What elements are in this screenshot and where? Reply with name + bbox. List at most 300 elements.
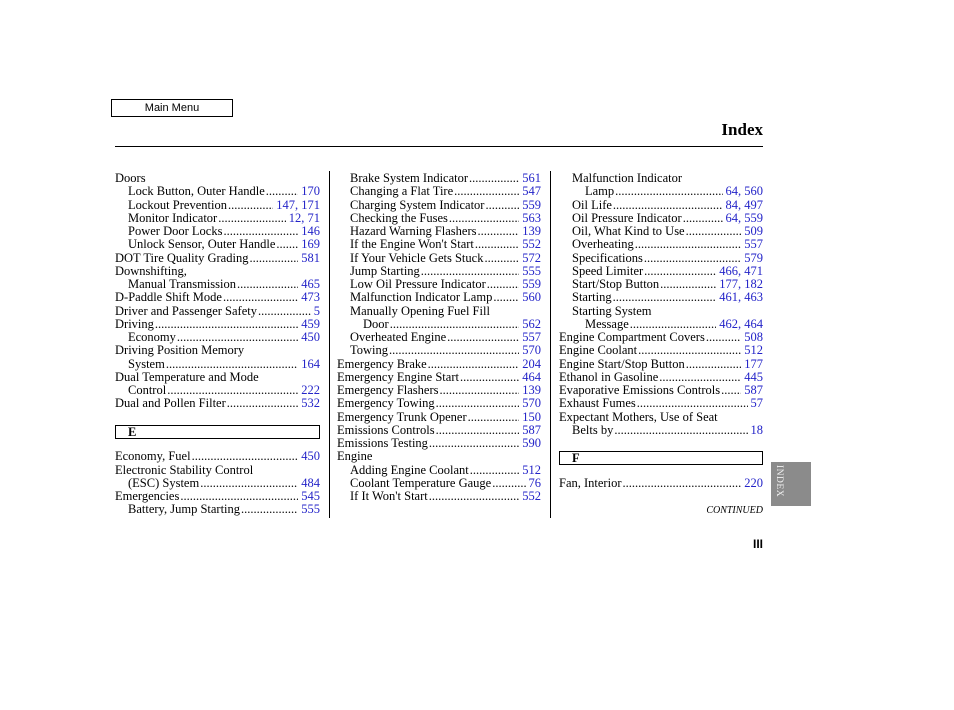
page-refs	[519, 212, 541, 225]
entry-label: Starting	[572, 290, 612, 305]
dot-leader	[469, 464, 520, 477]
section-letter: E	[128, 424, 137, 439]
entry-label: Downshifting,	[115, 263, 187, 278]
entry-label: Oil Pressure Indicator	[572, 210, 682, 225]
index-entry	[115, 318, 320, 331]
index-entry	[337, 411, 541, 424]
index-entry	[115, 344, 320, 357]
entry-label: Emergencies	[115, 489, 180, 503]
page-refs	[519, 490, 541, 503]
entry-label: Ethanol in Gasoline	[559, 369, 659, 384]
page-link[interactable]: 587	[522, 422, 541, 437]
page-link[interactable]: 579	[744, 250, 763, 265]
index-entry	[115, 238, 320, 251]
page-link[interactable]: 464	[744, 316, 763, 331]
page-refs	[519, 252, 541, 265]
index-entry	[337, 318, 541, 331]
page-refs	[519, 318, 541, 331]
dot-leader	[705, 331, 741, 344]
entry-label: Malfunction Indicator Lamp	[350, 290, 493, 305]
index-entry	[559, 331, 763, 344]
continued-note: CONTINUED	[706, 505, 763, 516]
page-link[interactable]: 555	[522, 263, 541, 278]
entry-label: Monitor Indicator	[128, 210, 218, 225]
index-entry	[337, 278, 541, 291]
entry-label: Control	[128, 383, 167, 397]
dot-leader	[612, 199, 723, 212]
page-link[interactable]: 450	[301, 449, 320, 464]
dot-leader	[389, 318, 520, 331]
dot-leader	[474, 238, 519, 251]
entry-label: If Your Vehicle Gets Stuck	[350, 250, 484, 265]
page-link[interactable]: 559	[522, 197, 541, 212]
page-link[interactable]: 560	[744, 184, 763, 199]
page-refs	[519, 185, 541, 198]
dot-leader	[446, 331, 519, 344]
page-link[interactable]: 204	[522, 356, 541, 371]
index-entry	[337, 305, 541, 318]
entry-label: Expectant Mothers, Use of Seat	[559, 409, 718, 424]
entry-label: Evaporative Emissions Controls	[559, 383, 721, 397]
index-entry	[337, 331, 541, 344]
entry-label: Starting System	[572, 303, 652, 318]
index-entry	[337, 437, 541, 450]
title-divider	[115, 146, 763, 147]
index-entry	[115, 331, 320, 344]
column-divider	[329, 171, 330, 518]
dot-leader	[222, 291, 298, 304]
index-entry	[559, 424, 763, 437]
dot-leader	[438, 384, 519, 397]
dot-leader	[428, 490, 520, 503]
entry-label: Battery, Jump Starting	[128, 502, 241, 517]
dot-leader	[388, 344, 519, 357]
dot-leader	[621, 477, 741, 490]
dot-leader	[420, 265, 519, 278]
side-tab-label: INDEX	[774, 465, 784, 498]
page-link[interactable]: 177	[744, 356, 763, 371]
page-refs	[741, 344, 763, 357]
index-entry	[337, 199, 541, 212]
page-refs	[748, 424, 764, 437]
entry-label: Engine Compartment Covers	[559, 330, 705, 344]
index-entry	[559, 384, 763, 397]
page-separator: ,	[738, 316, 745, 331]
entry-label: Exhaust Fumes	[559, 396, 636, 411]
page-refs	[741, 252, 763, 265]
dot-leader	[154, 318, 298, 331]
page-link[interactable]: 559	[744, 210, 763, 225]
dot-leader	[236, 278, 298, 291]
entry-label: Oil, What Kind to Use	[572, 224, 685, 238]
page-refs	[311, 305, 320, 318]
page-link[interactable]: 461	[719, 290, 738, 305]
dot-leader	[634, 238, 741, 251]
entry-label: Driver and Passenger Safety	[115, 303, 257, 318]
page-refs	[519, 424, 541, 437]
index-entry	[115, 212, 320, 225]
page-refs	[519, 291, 541, 304]
page-link[interactable]: 64	[725, 184, 738, 199]
page-link[interactable]: 581	[301, 250, 320, 265]
dot-leader	[227, 199, 273, 212]
page-refs	[273, 199, 320, 212]
page-link[interactable]: 150	[522, 409, 541, 424]
dot-leader	[166, 384, 298, 397]
page-refs	[741, 358, 763, 371]
index-entry	[115, 358, 320, 371]
page-link[interactable]: 459	[301, 316, 320, 331]
dot-leader	[685, 358, 742, 371]
page-refs	[716, 291, 763, 304]
page-link[interactable]: 5	[313, 303, 320, 318]
page-link[interactable]: 171	[301, 197, 320, 212]
dot-leader	[492, 291, 519, 304]
page-link[interactable]: 139	[522, 383, 541, 397]
entry-label: Manual Transmission	[128, 277, 237, 291]
entry-label: Emergency Engine Start	[337, 369, 459, 384]
page-refs	[741, 225, 763, 238]
page-link[interactable]: 509	[744, 224, 763, 238]
entry-label: Doors	[115, 171, 146, 185]
page-refs	[519, 437, 541, 450]
page-link[interactable]: 552	[522, 237, 541, 252]
index-entry	[115, 490, 320, 503]
page-refs	[519, 464, 541, 477]
index-entry	[115, 199, 320, 212]
dot-leader	[176, 331, 298, 344]
page-refs	[519, 397, 541, 410]
entry-label: Message	[585, 316, 629, 331]
index-entry	[337, 490, 541, 503]
section-letter: F	[572, 451, 580, 465]
page-link[interactable]: 462	[719, 316, 738, 331]
dot-leader	[612, 291, 717, 304]
dot-leader	[226, 397, 299, 410]
entry-label: Malfunction Indicator	[572, 171, 683, 185]
entry-label: Engine Coolant	[559, 343, 638, 358]
entry-label: Adding Engine Coolant	[350, 462, 469, 477]
page-refs	[741, 477, 763, 490]
page-link[interactable]: 512	[522, 462, 541, 477]
page-link[interactable]: 572	[522, 250, 541, 265]
dot-leader	[435, 424, 520, 437]
entry-label: Driving Position Memory	[115, 343, 245, 358]
dot-leader	[179, 490, 298, 503]
page-refs	[519, 411, 541, 424]
index-entry	[337, 424, 541, 437]
index-entry	[115, 265, 320, 278]
entry-label: (ESC) System	[128, 475, 200, 490]
page-link[interactable]: 560	[522, 290, 541, 305]
index-entry	[115, 278, 320, 291]
index-entry	[559, 199, 763, 212]
dot-leader	[637, 344, 741, 357]
index-entry	[559, 344, 763, 357]
page-link[interactable]: 465	[301, 277, 320, 291]
page-refs	[519, 265, 541, 278]
index-entry	[337, 225, 541, 238]
entry-label: Brake System Indicator	[350, 171, 469, 185]
index-entry	[337, 185, 541, 198]
page-link[interactable]: 473	[301, 290, 320, 305]
index-entry	[337, 477, 541, 490]
page-link[interactable]: 12	[288, 210, 302, 225]
entry-label: Manually Opening Fuel Fill	[350, 303, 490, 318]
page-link[interactable]: 71	[307, 210, 320, 225]
index-entry	[115, 477, 320, 490]
index-entry	[559, 397, 763, 410]
section-header	[559, 451, 763, 465]
page-link[interactable]: 545	[301, 489, 320, 503]
page-link[interactable]: 497	[744, 197, 763, 212]
page-refs	[741, 331, 763, 344]
page-link[interactable]: 463	[744, 290, 763, 305]
page-link[interactable]: 222	[301, 383, 320, 397]
page-refs	[748, 397, 764, 410]
dot-leader	[275, 238, 298, 251]
index-entry	[337, 464, 541, 477]
page-link[interactable]: 464	[522, 369, 541, 384]
dot-leader	[629, 318, 717, 331]
index-entry	[115, 225, 320, 238]
page-link[interactable]: 177	[719, 277, 738, 291]
dot-leader	[217, 212, 286, 225]
entry-label: System	[128, 356, 165, 371]
entry-label: Unlock Sensor, Outer Handle	[128, 237, 276, 252]
index-entry	[115, 384, 320, 397]
entry-label: Driving	[115, 316, 154, 331]
dot-leader	[248, 252, 298, 265]
page-refs	[723, 212, 764, 225]
page-link[interactable]: 559	[522, 277, 541, 291]
page-refs	[716, 265, 763, 278]
index-entry	[559, 278, 763, 291]
page-link[interactable]: 512	[744, 343, 763, 358]
page-link[interactable]: 563	[522, 210, 541, 225]
page-link[interactable]: 64	[725, 210, 738, 225]
dot-leader	[453, 185, 519, 198]
dot-leader	[265, 185, 298, 198]
page-link[interactable]: 445	[744, 369, 763, 384]
index-entry	[559, 411, 763, 424]
page-refs	[298, 477, 320, 490]
page-link[interactable]: 508	[744, 330, 763, 344]
page-refs	[519, 371, 541, 384]
page-refs	[723, 185, 764, 198]
index-entry	[337, 212, 541, 225]
index-entry	[337, 172, 541, 185]
index-entry	[337, 371, 541, 384]
dot-leader	[682, 212, 723, 225]
entry-label: Jump Starting	[350, 263, 420, 278]
page-link[interactable]: 18	[750, 422, 763, 437]
index-entry	[337, 291, 541, 304]
page-refs	[526, 477, 542, 490]
dot-leader	[448, 212, 519, 225]
page-refs	[519, 238, 541, 251]
page-link[interactable]: 562	[522, 316, 541, 331]
dot-leader	[257, 305, 311, 318]
page-refs	[298, 384, 320, 397]
index-entry	[337, 238, 541, 251]
entry-label: Specifications	[572, 250, 643, 265]
entry-label: Emissions Controls	[337, 422, 435, 437]
page-link[interactable]: 557	[744, 237, 763, 252]
page-link[interactable]: 555	[301, 502, 320, 517]
entry-label: Hazard Warning Flashers	[350, 224, 477, 238]
index-entry	[559, 291, 763, 304]
page-refs	[286, 212, 320, 225]
dot-leader	[483, 252, 519, 265]
page-separator: ,	[301, 210, 308, 225]
entry-label: Lock Button, Outer Handle	[128, 184, 265, 199]
dot-leader	[491, 477, 525, 490]
entry-label: If It Won't Start	[350, 489, 428, 503]
page-refs	[298, 278, 320, 291]
index-entry	[115, 464, 320, 477]
page-refs	[519, 199, 541, 212]
page-link[interactable]: 139	[522, 224, 541, 238]
entry-label: Dual Temperature and Mode	[115, 369, 259, 384]
index-entry	[559, 172, 763, 185]
page-link[interactable]: 57	[750, 396, 763, 411]
page-link[interactable]: 570	[522, 343, 541, 358]
page-separator: ,	[738, 197, 745, 212]
entry-label: Dual and Pollen Filter	[115, 396, 226, 411]
entry-label: Economy	[128, 330, 176, 344]
dot-leader	[428, 437, 519, 450]
page-link[interactable]: 590	[522, 436, 541, 450]
page-link[interactable]: 450	[301, 330, 320, 344]
index-entry	[115, 172, 320, 185]
dot-leader	[467, 411, 520, 424]
entry-label: Coolant Temperature Gauge	[350, 475, 492, 490]
page-link[interactable]: 552	[522, 489, 541, 503]
page-refs	[519, 384, 541, 397]
index-side-tab[interactable]	[771, 462, 811, 506]
page-refs	[298, 225, 320, 238]
index-entry	[337, 397, 541, 410]
page-refs	[716, 278, 763, 291]
dot-leader	[486, 278, 520, 291]
page-refs	[298, 185, 320, 198]
dot-leader	[222, 225, 298, 238]
page-link[interactable]: 182	[744, 277, 763, 291]
page-link[interactable]: 532	[301, 396, 320, 411]
entry-label: DOT Tire Quality Grading	[115, 250, 249, 265]
page-link[interactable]: 84	[725, 197, 738, 212]
dot-leader	[484, 199, 519, 212]
entry-label: Speed Limiter	[572, 263, 644, 278]
index-entry	[559, 318, 763, 331]
dot-leader	[636, 397, 748, 410]
index-entry	[337, 358, 541, 371]
entry-label: Fan, Interior	[559, 475, 622, 490]
page-separator: ,	[295, 197, 302, 212]
page-link[interactable]: 76	[528, 475, 541, 490]
main-menu-button[interactable]: Main Menu	[111, 99, 233, 117]
dot-leader	[240, 503, 298, 516]
page-number: III	[752, 537, 763, 551]
index-entry	[559, 371, 763, 384]
page-refs	[298, 331, 320, 344]
page-link[interactable]: 466	[719, 263, 738, 278]
entry-label: Emissions Testing	[337, 436, 428, 450]
index-entry	[559, 305, 763, 318]
entry-label: Electronic Stability Control	[115, 462, 254, 477]
entry-label: Oil Life	[572, 197, 612, 212]
page-refs	[519, 278, 541, 291]
entry-label: Emergency Flashers	[337, 383, 439, 397]
dot-leader	[613, 424, 747, 437]
page-link[interactable]: 547	[522, 184, 541, 199]
index-entry	[559, 212, 763, 225]
index-entry	[337, 384, 541, 397]
entry-label: Economy, Fuel	[115, 449, 191, 464]
page-link[interactable]: 220	[744, 475, 763, 490]
page-separator: ,	[738, 184, 745, 199]
entry-label: Low Oil Pressure Indicator	[350, 277, 486, 291]
entry-label: If the Engine Won't Start	[350, 237, 474, 252]
entry-label: Changing a Flat Tire	[350, 184, 454, 199]
page-link[interactable]: 170	[301, 184, 320, 199]
dot-leader	[685, 225, 742, 238]
index-column-1	[115, 172, 320, 517]
page-link[interactable]: 484	[301, 475, 320, 490]
page-refs	[298, 450, 320, 463]
entry-label: Start/Stop Button	[572, 277, 660, 291]
page-refs	[716, 318, 763, 331]
page-refs	[519, 358, 541, 371]
page-refs	[298, 358, 320, 371]
page-link[interactable]: 164	[301, 356, 320, 371]
dot-leader	[427, 358, 520, 371]
page-separator: ,	[738, 263, 745, 278]
entry-label: D-Paddle Shift Mode	[115, 290, 222, 305]
page-link[interactable]: 557	[522, 330, 541, 344]
index-entry	[115, 397, 320, 410]
page-link[interactable]: 146	[301, 224, 320, 238]
index-entry	[115, 305, 320, 318]
dot-leader	[643, 265, 716, 278]
entry-label: Emergency Brake	[337, 356, 427, 371]
page-refs	[298, 318, 320, 331]
page-refs	[298, 503, 320, 516]
entry-label: Engine Start/Stop Button	[559, 356, 685, 371]
entry-label: Lamp	[585, 184, 615, 199]
page-link[interactable]: 587	[744, 383, 763, 397]
page-link[interactable]: 471	[744, 263, 763, 278]
page-link[interactable]: 561	[522, 171, 541, 185]
index-entry	[559, 265, 763, 278]
index-column-2	[337, 172, 541, 503]
page-refs	[519, 172, 541, 185]
index-entry	[115, 503, 320, 516]
entry-label: Emergency Towing	[337, 396, 435, 411]
page-link[interactable]: 169	[301, 237, 320, 252]
dot-leader	[435, 397, 520, 410]
column-divider	[550, 171, 551, 518]
index-entry	[559, 225, 763, 238]
page-link[interactable]: 570	[522, 396, 541, 411]
entry-label: Door	[363, 316, 389, 331]
index-entry	[337, 265, 541, 278]
dot-leader	[720, 384, 741, 397]
page-link[interactable]: 147	[276, 197, 295, 212]
index-column-3	[559, 172, 763, 490]
page-refs	[741, 371, 763, 384]
